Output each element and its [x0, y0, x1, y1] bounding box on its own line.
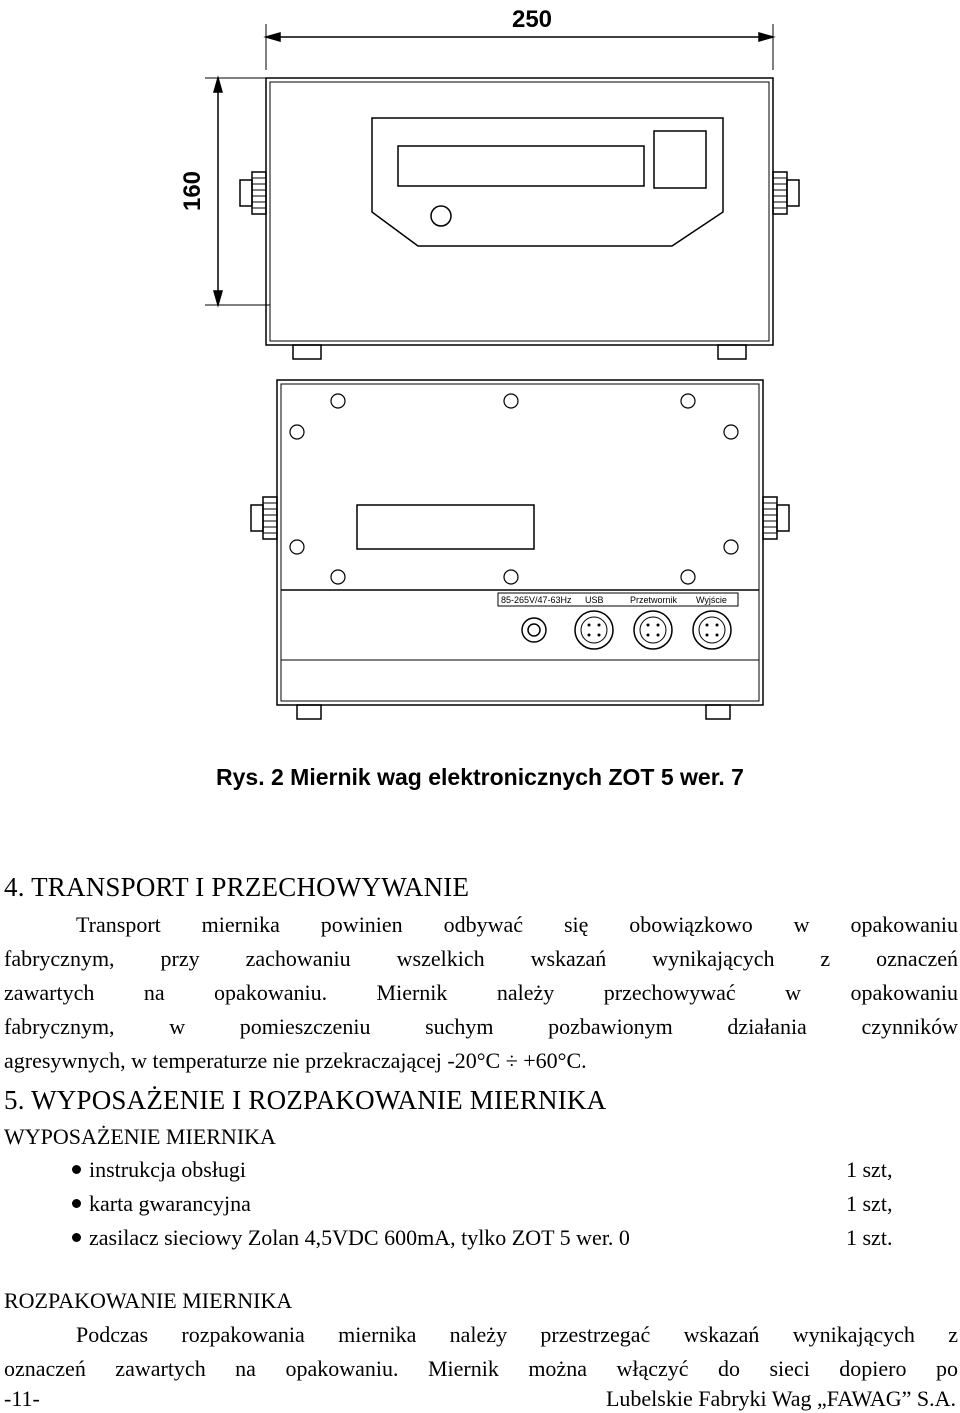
connector-label-output: Wyjście: [696, 595, 727, 605]
section4-line: zawartych na opakowaniu. Miernik należy przechowywać w opakowaniu: [4, 980, 958, 1005]
item-qty: 1 szt,: [846, 1191, 893, 1216]
section4-line: fabrycznym, przy zachowaniu wszelkich wskazań wynikających z oznaczeń: [4, 946, 958, 971]
item-name: zasilacz sieciowy Zolan 4,5VDC 600mA, tylko ZOT 5 wer. 0: [89, 1225, 630, 1250]
section4-heading: 4. TRANSPORT I PRZECHOWYWANIE: [4, 872, 470, 902]
section4-line: agresywnych, w temperaturze nie przekraczającej -20°C ÷ +60°C.: [4, 1048, 587, 1073]
item-qty: 1 szt.: [846, 1225, 893, 1250]
unpacking-line: oznaczeń zawartych na opakowaniu. Miernik można włączyć do sieci dopiero po: [4, 1356, 958, 1381]
unpacking-body: [4, 1318, 958, 1386]
unpacking-title: ROZPAKOWANIE MIERNIKA: [4, 1288, 293, 1313]
connector-label-power: 85-265V/47-63Hz: [501, 595, 572, 605]
item-qty: 1 szt,: [846, 1157, 893, 1182]
bullet-icon: [72, 1233, 81, 1242]
connector-label-usb: USB: [585, 595, 604, 605]
section4-body: [4, 908, 958, 1078]
section5-heading: 5. WYPOSAŻENIE I ROZPAKOWANIE MIERNIKA: [4, 1085, 607, 1115]
section4-line: Transport miernika powinien odbywać się obowiązkowo w opakowaniu: [76, 912, 958, 937]
bullet-icon: [72, 1199, 81, 1208]
list-item: [72, 1225, 630, 1251]
page-number: -11-: [4, 1386, 40, 1411]
height-dimension: 160: [179, 170, 206, 212]
footer-company: Lubelskie Fabryki Wag „FAWAG” S.A.: [605, 1386, 956, 1411]
connector-label-transducer: Przetwornik: [630, 595, 678, 605]
item-name: instrukcja obsługi: [89, 1157, 247, 1182]
figure-caption: Rys. 2 Miernik wag elektronicznych ZOT 5 wer. 7: [216, 764, 744, 790]
item-name: karta gwarancyjna: [89, 1191, 251, 1216]
equipment-title: WYPOSAŻENIE MIERNIKA: [4, 1124, 276, 1149]
unpacking-line: Podczas rozpakowania miernika należy przestrzegać wskazań wynikających z: [76, 1322, 958, 1347]
list-item: [72, 1157, 246, 1183]
section4-line: fabrycznym, w pomieszczeniu suchym pozbawionym działania czynników: [4, 1014, 958, 1039]
list-item: [72, 1191, 251, 1217]
width-dimension: 250: [511, 6, 553, 33]
bullet-icon: [72, 1165, 81, 1174]
